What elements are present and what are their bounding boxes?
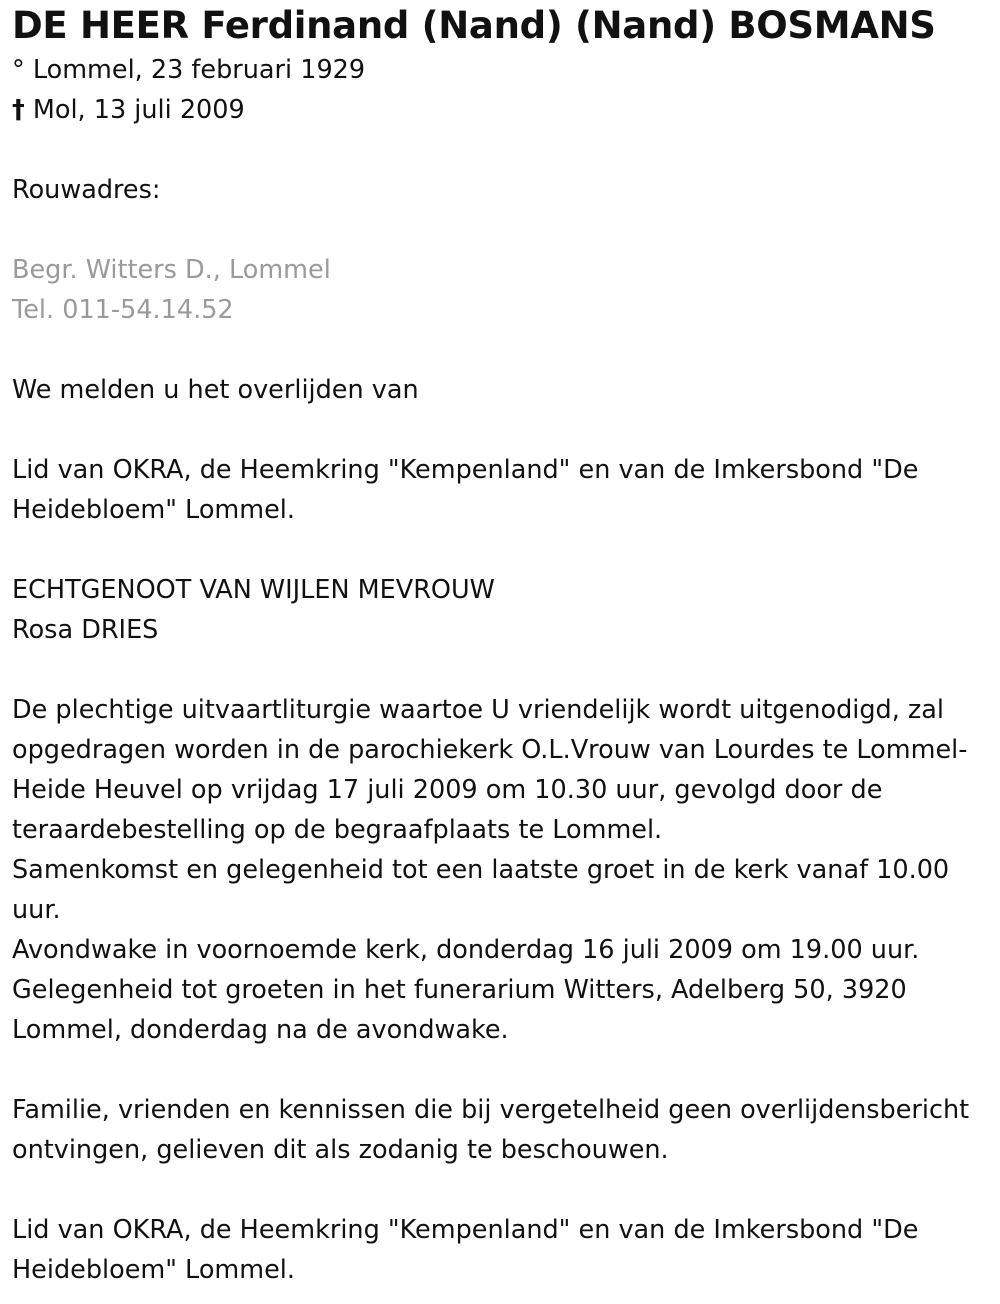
notice-text: Familie, vrienden en kennissen die bij vergetelheid geen overlijdensbericht ontvingen, gelieven dit als zodanig te beschouwen. [12,1095,970,1165]
vigil-text: Avondwake in voornoemde kerk, donderdag 16 juli 2009 om 19.00 uur. [12,935,920,965]
gathering-text: Samenkomst en gelegenheid tot een laatste groet in de kerk vanaf 10.00 uur. [12,855,950,925]
death-line [12,90,988,130]
cross-icon: † [12,95,25,125]
greetings-text: Gelegenheid tot groeten in het funerarium Witters, Adelberg 50, 3920 Lommel, donderdag na de avondwake. [12,975,907,1045]
undertaker-phone: Tel. 011-54.14.52 [12,295,234,325]
membership-text: Lid van OKRA, de Heemkring "Kempenland" en van de Imkersbond "De Heidebloem" Lommel. [12,455,919,525]
death-text: Mol, 13 juli 2009 [32,95,245,125]
birth-line: ° Lommel, 23 februari 1929 [12,55,366,85]
membership-text-repeat: Lid van OKRA, de Heemkring "Kempenland" en van de Imkersbond "De Heidebloem" Lommel. [12,1215,919,1285]
funeral-text: De plechtige uitvaartliturgie waartoe U vriendelijk wordt uitgenodigd, zal opgedragen worden in de parochiekerk O.L.Vrouw van Lourdes te Lommel-Heide Heuvel op vrijdag 17 juli 2009 om 10.30 uur, gevolgd door de teraardebestelling op de begraafplaats te Lommel. [12,695,968,845]
undertaker-name: Begr. Witters D., Lommel [12,255,331,285]
spouse-label: ECHTGENOOT VAN WIJLEN MEVROUW [12,575,495,605]
address-label: Rouwadres: [12,175,161,205]
page-title: DE HEER Ferdinand (Nand) (Nand) BOSMANS [12,4,936,47]
intro-text: We melden u het overlijden van [12,375,419,405]
spouse-name: Rosa DRIES [12,615,159,645]
